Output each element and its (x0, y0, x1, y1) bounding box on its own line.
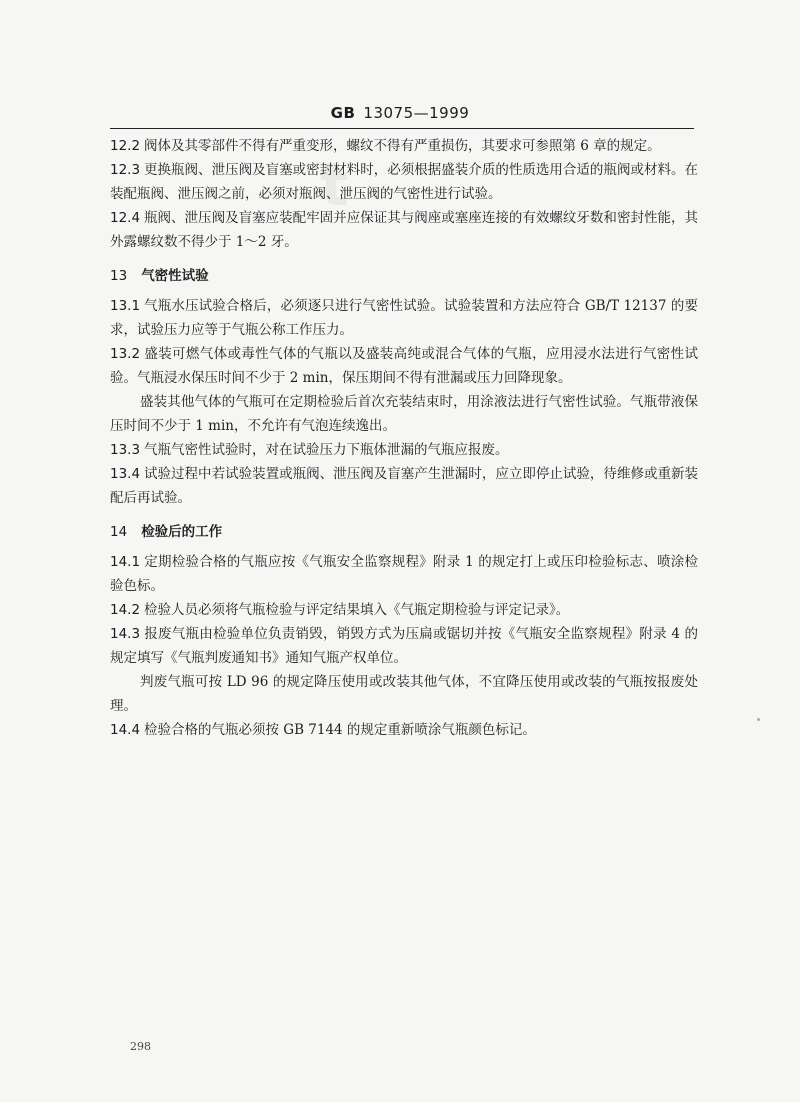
clause-13-3: 13.3 气瓶气密性试验时，对在试验压力下瓶体泄漏的气瓶应报废。 (110, 442, 509, 458)
clause-13-1: 13.1 气瓶水压试验合格后，必须逐只进行气密性试验。试验装置和方法应符合 GB/T 12137 的要求，试验压力应等于气瓶公称工作压力。 (110, 298, 698, 338)
clause-14-3-cont: 判废气瓶可按 LD 96 的规定降压使用或改装其他气体，不宜降压使用或改装的气瓶按报废处理。 (110, 674, 698, 714)
clause-12-4: 12.4 瓶阀、泄压阀及盲塞应装配牢固并应保证其与阀座或塞座连接的有效螺纹牙数和密封性能，其外露螺纹数不得少于 1～2 牙。 (110, 210, 698, 250)
clause-13-2-cont: 盛装其他气体的气瓶可在定期检验后首次充装结束时，用涂液法进行气密性试验。气瓶带液保压时间不少于 1 min，不允许有气泡连续逸出。 (110, 394, 698, 434)
header-rule (110, 128, 694, 129)
scan-speck (757, 718, 760, 721)
section-heading-14: 14 检验后的工作 (110, 524, 223, 540)
clause-14-2: 14.2 检验人员必须将气瓶检验与评定结果填入《气瓶定期检验与评定记录》。 (110, 602, 570, 618)
standard-prefix: GB (330, 104, 356, 122)
page-header (0, 104, 800, 122)
clause-12-2: 12.2 阀体及其零部件不得有严重变形，螺纹不得有严重损伤，其要求可参照第 6 章的规定。 (110, 138, 661, 154)
clause-14-1: 14.1 定期检验合格的气瓶应按《气瓶安全监察规程》附录 1 的规定打上或压印检验标志、喷涂检验色标。 (110, 554, 698, 594)
clause-13-2: 13.2 盛装可燃气体或毒性气体的气瓶以及盛装高纯或混合气体的气瓶，应用浸水法进行气密性试验。气瓶浸水保压时间不少于 2 min，保压期间不得有泄漏或压力回降现象。 (110, 346, 698, 386)
standard-number: 13075—1999 (363, 104, 470, 122)
clause-14-3: 14.3 报废气瓶由检验单位负责销毁，销毁方式为压扁或锯切并按《气瓶安全监察规程》附录 4 的规定填写《气瓶判废通知书》通知气瓶产权单位。 (110, 626, 698, 666)
section-heading-13: 13 气密性试验 (110, 268, 209, 284)
page-number: 298 (130, 1040, 151, 1053)
clause-14-4: 14.4 检验合格的气瓶必须按 GB 7144 的规定重新喷涂气瓶颜色标记。 (110, 722, 536, 738)
clause-13-4: 13.4 试验过程中若试验装置或瓶阀、泄压阀及盲塞产生泄漏时，应立即停止试验，待维修或重新装配后再试验。 (110, 466, 698, 506)
watermark: t (320, 150, 355, 220)
document-body (110, 134, 698, 742)
clause-12-3: 12.3 更换瓶阀、泄压阀及盲塞或密封材料时，必须根据盛装介质的性质选用合适的瓶阀或材料。在装配瓶阀、泄压阀之前，必须对瓶阀、泄压阀的气密性进行试验。 (110, 162, 698, 202)
